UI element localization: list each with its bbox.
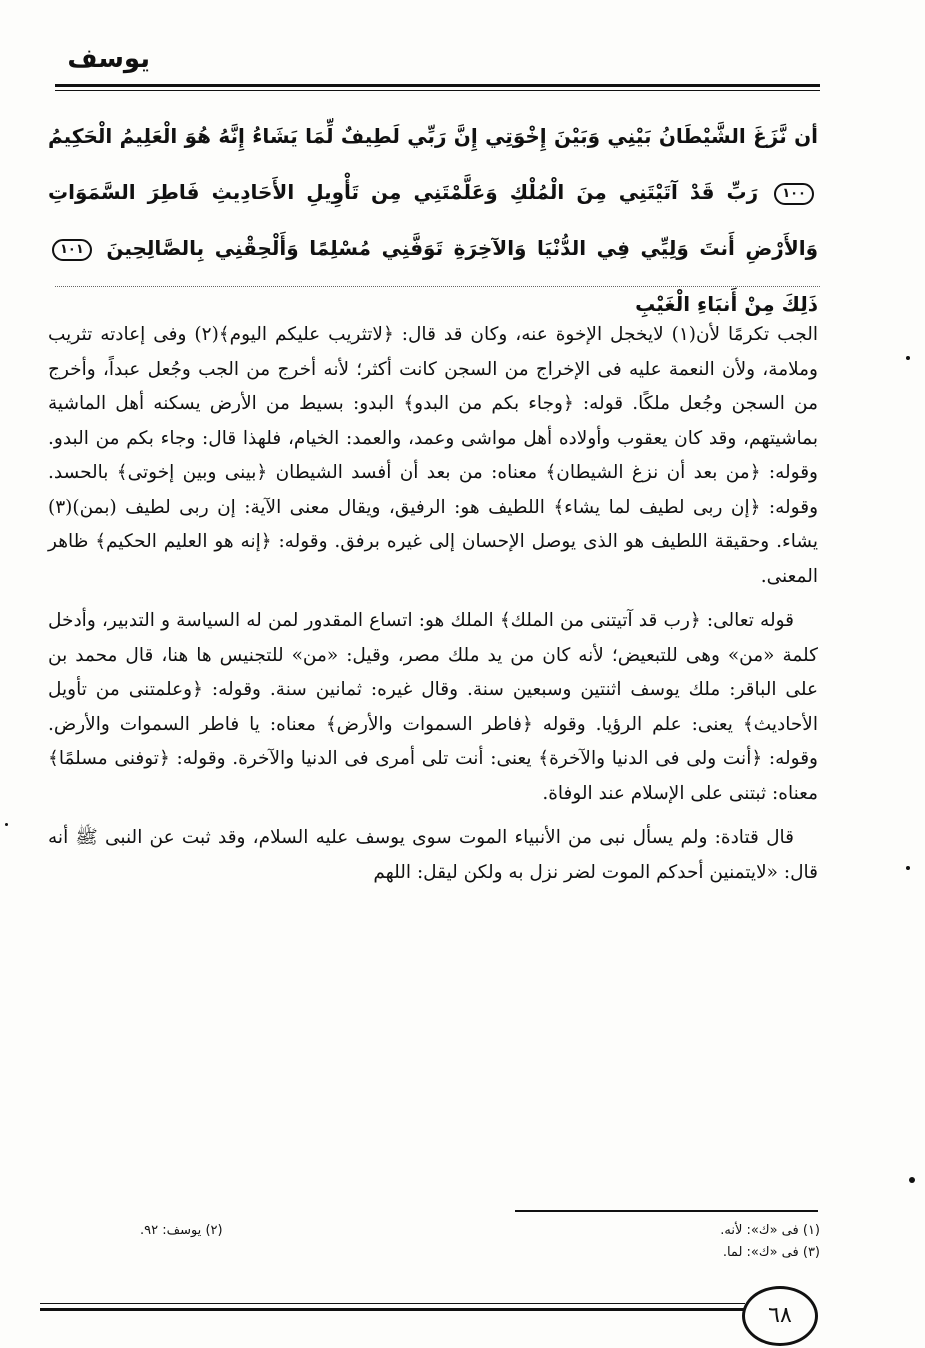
footnote-3: (٣) فى «ك»: لما. [722,1245,820,1260]
verse-marker-100: ١٠٠ [774,183,814,205]
commentary-paragraph-2: قوله تعالى: ﴿رب قد آتيتنى من الملك﴾ الملك هو: اتساع المقدور لمن له السياسة و التدبير، وأدخل كلمة «من» وهى للتبعيض؛ لأنه كان من يد ملك مصر، وقيل: «من» للتجنيس ها هنا، قال محمد بن على الباقر: ملك يوسف اثنتين وسبعين سنة. وقال غيره: ثمانين سنة. وقوله: ﴿وعلمتنى من تأويل الأحاديث﴾ يعنى: علم الرؤيا. وقوله ﴿فاطر السموات والأرض﴾ معناه: يا فاطر السموات والأرض. وقوله: ﴿أنت ولى فى الدنيا والآخرة﴾ يعنى: أنت تلى أمرى فى الدنيا والآخرة. وقوله: ﴿توفنى مسلمًا﴾ معناه: ثبتنى على الإسلام عند الوفاة. [48,610,818,804]
header-rule-thick [55,84,820,87]
commentary-body [48,318,818,900]
footer-rule-thick [40,1308,745,1311]
footnotes [140,1220,820,1264]
surah-title: يوسف [67,44,150,74]
footer-rule-thin [40,1303,745,1304]
commentary-paragraph-3: قال قتادة: ولم يسأل نبى من الأنبياء الموت سوى يوسف عليه السلام، وقد ثبت عن النبى ﷺ أنه قال: «لايتمنين أحدكم الموت لضر نزل به ولكن ليقل: اللهم [48,827,818,883]
verse-line-3: ذَلِكَ مِنْ أَنبَاءِ الْغَيْبِ [635,292,818,316]
quran-verses [48,108,818,332]
margin-dot-bottom [909,1177,915,1183]
footnote-1: (١) فى «ك»: لأنه. [720,1223,820,1238]
header-rule-thin [55,90,820,91]
verse-marker-101: ١٠١ [52,239,92,261]
verses-separator [55,286,820,287]
page-number: ٦٨ [742,1286,818,1346]
margin-dot-top [906,356,910,360]
margin-dot-left [5,823,8,826]
verse-line-1: أن نَّزَغَ الشَّيْطَانُ بَيْنِي وَبَيْنَ إِخْوَتِي إِنَّ رَبِّي لَطِيفٌ لِّمَا يَشَاءُ إِنَّهُ هُوَ الْعَلِيمُ الْحَكِيمُ [48,124,818,148]
commentary-paragraph-1: الجب تكرمًا لأن(١) لايخجل الإخوة عنه، وكان قد قال: ﴿لاتثريب عليكم اليوم﴾(٢) وفى إعادته تثريب وملامة، ولأن النعمة عليه فى الإخراج من السجن كانت أكثر؛ لأنه أخرج من الجب وجُعل عبداً، وأخرج من السجن وجُعل ملكًا. قوله: ﴿وجاء بكم من البدو﴾ البدو: بسيط من الأرض يسكنه أهل الماشية بماشيتهم، وقد كان يعقوب وأولاده أهل مواشى وعمد، والعمد: الخيام، فلهذا قال: وجاء بكم من البدو. وقوله: ﴿من بعد أن نزغ الشيطان﴾ معناه: من بعد أن أفسد الشيطان ﴿بينى وبين إخوتى﴾ بالحسد. وقوله: ﴿إن ربى لطيف لما يشاء﴾ اللطيف هو: الرفيق، ويقال معنى الآية: إن ربى لطيف (بمن)(٣) يشاء. وحقيقة اللطيف هو الذى يوصل الإحسان إلى غيره برفق. وقوله: ﴿إنه هو العليم الحكيم﴾ ظاهر المعنى. [48,324,818,587]
verse-line-2: رَبِّ قَدْ آتَيْتَنِي مِنَ الْمُلْكِ وَعَلَّمْتَنِي مِن تَأْوِيلِ الأَحَادِيثِ فَاطِرَ السَّمَوَاتِ وَالأَرْضِ أَنتَ وَلِيِّي فِي الدُّنْيَا وَالآخِرَةِ تَوَفَّنِي مُسْلِمًا وَأَلْحِقْنِي بِالصَّالِحِينَ [48,180,819,260]
footnote-2: (٢) يوسف: ٩٢. [140,1223,223,1238]
margin-dot-middle [906,866,910,870]
footnote-separator [515,1210,818,1212]
